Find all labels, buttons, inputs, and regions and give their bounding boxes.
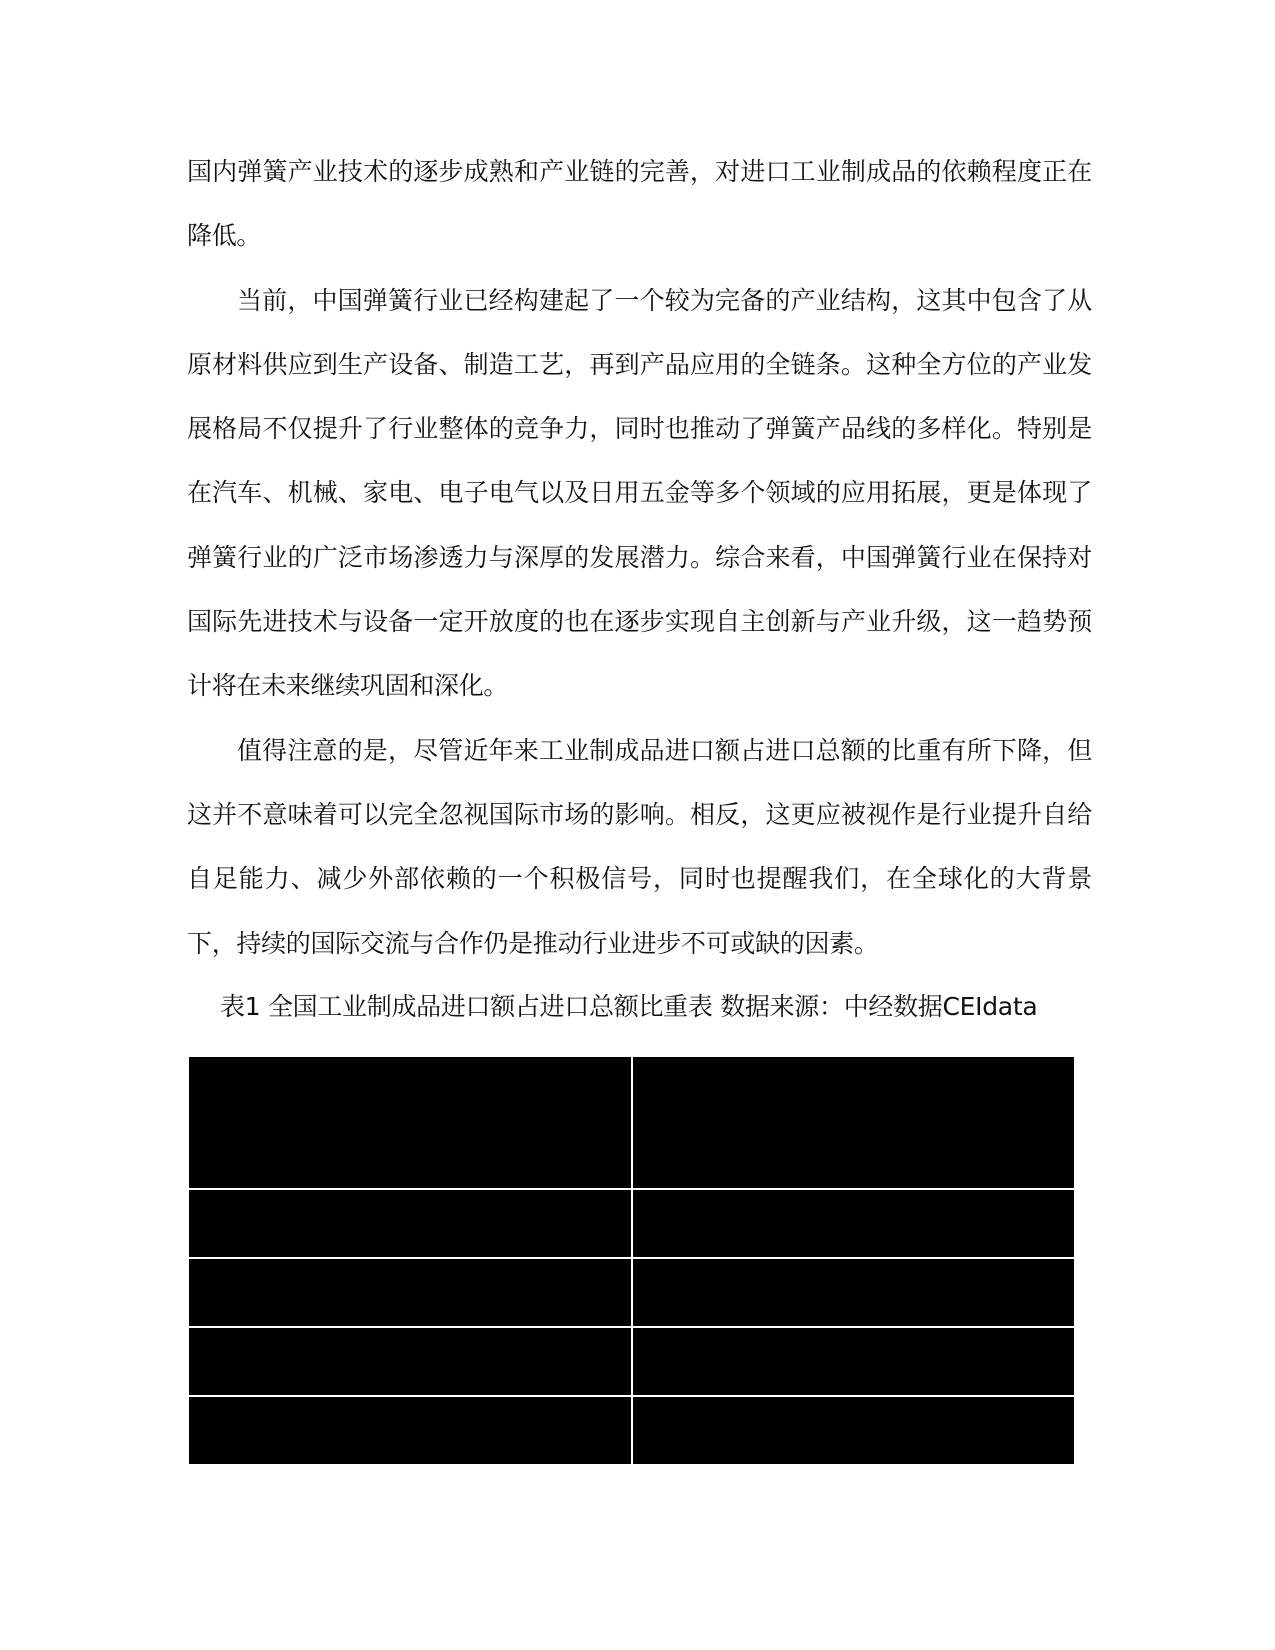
table-cell — [632, 1327, 1076, 1396]
paragraph-1: 国内弹簧产业技术的逐步成熟和产业链的完善，对进口工业制成品的依赖程度正在降低。 — [187, 157, 1092, 251]
table-cell — [632, 1189, 1076, 1258]
table-row — [188, 1327, 1075, 1396]
table-cell — [188, 1258, 632, 1327]
table-cell — [632, 1396, 1076, 1465]
table-header-row — [188, 1056, 1075, 1189]
table-caption: 表1 全国工业制成品进口额占进口总额比重表 数据来源：中经数据CEIdata — [220, 991, 1038, 1021]
table-cell — [188, 1189, 632, 1258]
table-row — [188, 1258, 1075, 1327]
table-row — [188, 1396, 1075, 1465]
paragraph-3: 值得注意的是，尽管近年来工业制成品进口额占进口总额的比重有所下降，但这并不意味着可以完全忽视国际市场的影响。相反，这更应被视作是行业提升自给自足能力、减少外部依赖的一个积极信号，同时也提醒我们，在全球化的大背景下，持续的国际交流与合作仍是推动行业进步不可或缺的因素。 — [187, 735, 1092, 958]
table-cell — [188, 1396, 632, 1465]
document-body — [187, 140, 1092, 1038]
table-cell — [632, 1056, 1076, 1189]
table-row — [188, 1189, 1075, 1258]
table-cell — [632, 1258, 1076, 1327]
table-cell — [188, 1056, 632, 1189]
table-cell — [188, 1327, 632, 1396]
paragraph-2: 当前，中国弹簧行业已经构建起了一个较为完备的产业结构，这其中包含了从原材料供应到生产设备、制造工艺，再到产品应用的全链条。这种全方位的产业发展格局不仅提升了行业整体的竞争力，同时也推动了弹簧产品线的多样化。特别是在汽车、机械、家电、电子电气以及日用五金等多个领域的应用拓展，更是体现了弹簧行业的广泛市场渗透力与深厚的发展潜力。综合来看，中国弹簧行业在保持对国际先进技术与设备一定开放度的也在逐步实现自主创新与产业升级，这一趋势预计将在未来继续巩固和深化。 — [187, 285, 1092, 701]
import-share-table — [187, 1055, 1076, 1466]
